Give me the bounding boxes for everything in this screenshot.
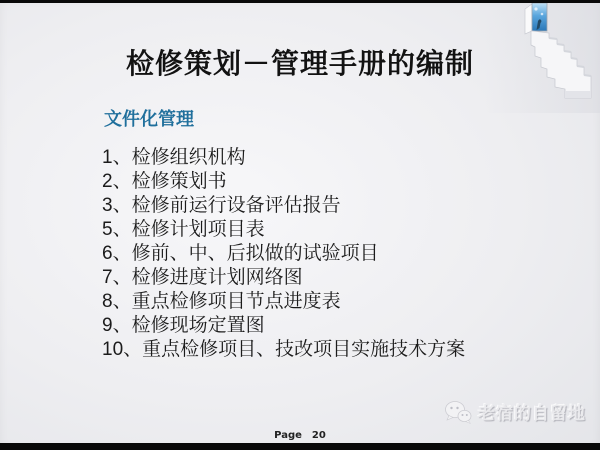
stair-base-shadow	[565, 91, 591, 98]
page-footer	[0, 430, 600, 441]
list-item: 10、重点检修项目、技改项目实施技术方案	[102, 339, 466, 360]
list-item: 5、检修计划项目表	[102, 219, 265, 240]
list-item: 2、检修策划书	[102, 171, 227, 192]
list-item: 1、检修组织机构	[102, 147, 246, 168]
list-item: 8、重点检修项目节点进度表	[102, 291, 341, 312]
watermark	[444, 399, 586, 424]
bottom-border	[0, 443, 600, 450]
watermark-text: 老宿的自留地	[478, 404, 586, 423]
list-item: 7、检修进度计划网络图	[102, 267, 303, 288]
wechat-icon	[444, 400, 472, 424]
slide-title: 检修策划－管理手册的编制	[125, 49, 474, 80]
list-item: 9、检修现场定置图	[102, 315, 265, 336]
section-heading: 文件化管理	[104, 109, 194, 129]
page-number: 20	[311, 430, 326, 441]
numbered-list	[102, 146, 465, 362]
list-item: 3、检修前运行设备评估报告	[102, 195, 341, 216]
door-panel	[525, 4, 532, 34]
list-item: 6、修前、中、后拟做的试验项目	[102, 243, 379, 264]
page-label: Page	[274, 430, 302, 441]
